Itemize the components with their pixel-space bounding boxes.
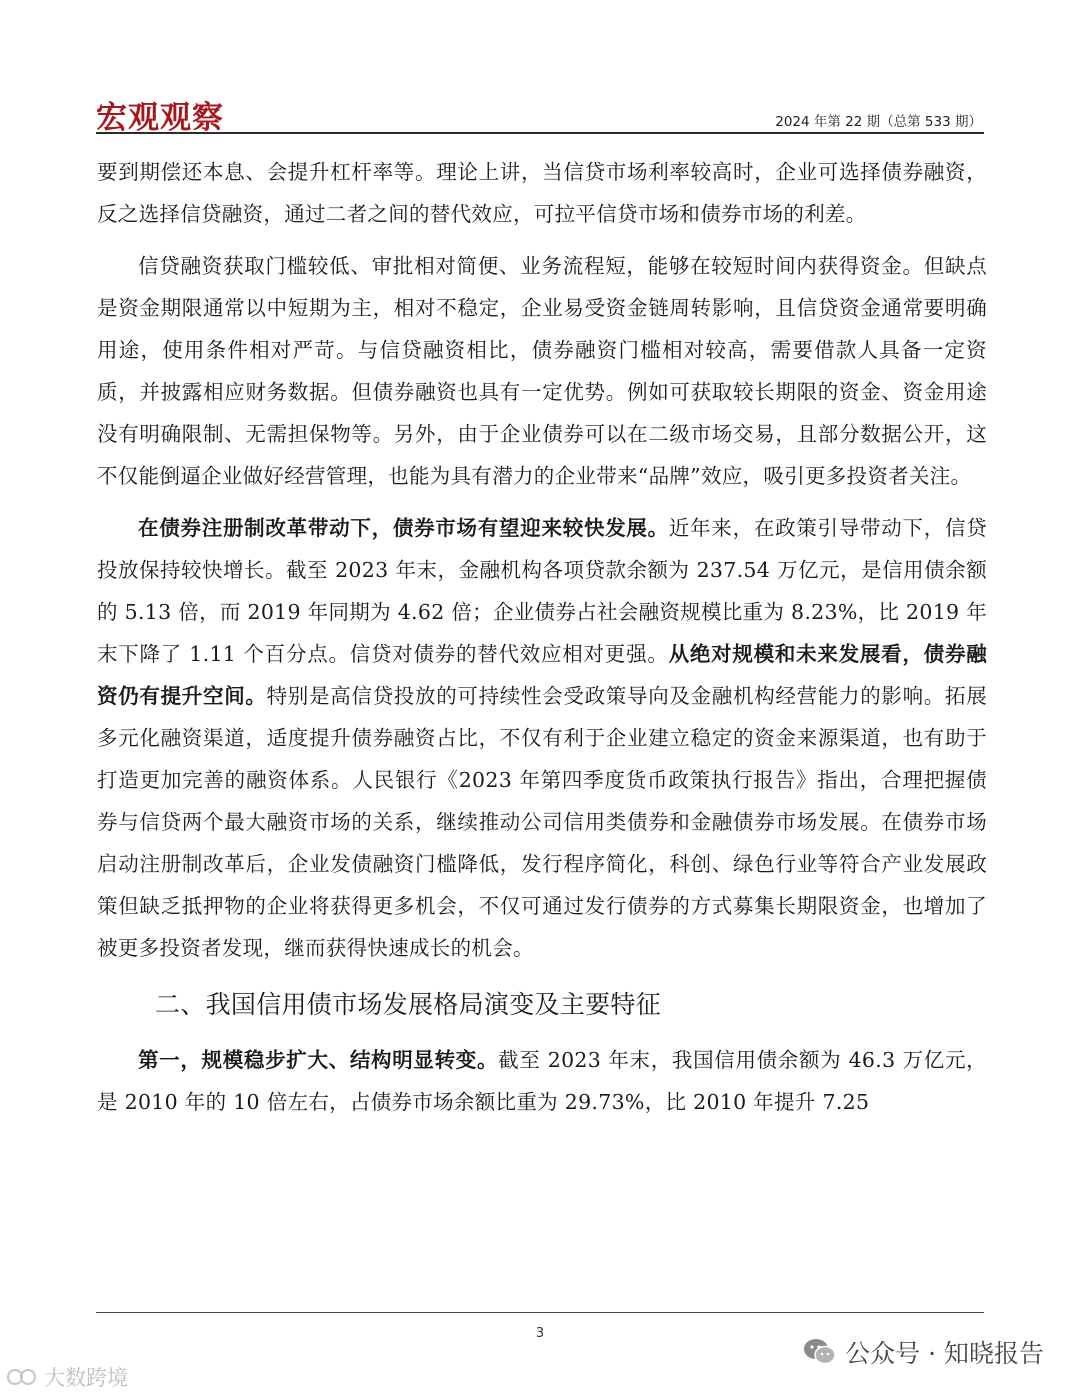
paragraph-scale-structure bbox=[97, 1039, 987, 1123]
key-point-bold: 从绝对规模和未来发展看，债券融资仍有提升空间。 bbox=[97, 642, 988, 708]
paragraph-continuation: 要到期偿还本息、会提升杠杆率等。理论上讲，当信贷市场利率较高时，企业可选择债券融资，反之选择信贷融资，通过二者之间的替代效应，可拉平信贷市场和债券市场的利差。 bbox=[97, 160, 987, 226]
page-header bbox=[96, 88, 984, 134]
footer-divider bbox=[96, 1312, 984, 1313]
issue-number: 2024 年第 22 期（总第 533 期） bbox=[775, 114, 982, 130]
paragraph-text: 特别是高信贷投放的可持续性会受政策导向及金融机构经营能力的影响。拓展多元化融资渠道，适度提升债券融资占比，不仅有利于企业建立稳定的资金来源渠道，也有助于打造更加完善的融资体系。人民银行《2023 年第四季度货币政策执行报告》指出，合理把握债券与信贷两个最大融资市场的关系，继续推动公司信用类债券和金融债券市场发展。在债券市场启动注册制改革后，企业发债融资门槛降低，发行程序简化，科创、绿色行业等符合产业发展政策但缺乏抵押物的企业将获得更多机会，不仅可通过发行债券的方式募集长期限资金，也增加了被更多投资者发现，继而获得快速成长的机会。 bbox=[97, 684, 987, 960]
wechat-attribution bbox=[803, 1334, 1044, 1370]
watermark-logo-icon bbox=[6, 1366, 40, 1388]
watermark bbox=[6, 1362, 128, 1392]
key-point-bold: 第一，规模稳步扩大、结构明显转变。 bbox=[138, 1048, 499, 1072]
publication-title: 宏观观察 bbox=[96, 100, 224, 136]
section-heading: 二、我国信用债市场发展格局演变及主要特征 bbox=[155, 990, 662, 1019]
paragraph-text: 截至 2023 年末，我国信用债余额为 46.3 万亿元，是 2010 年的 10 倍左右，占债券市场余额比重为 29.73%，比 2010 年提升 7.25 bbox=[97, 1048, 987, 1114]
watermark-text: 大数跨境 bbox=[44, 1366, 128, 1390]
page-number: 3 bbox=[535, 1326, 545, 1341]
paragraph-text: 近年来，在政策引导带动下，信贷投放保持较快增长。截至 2023 年末，金融机构各项贷款余额为 237.54 万亿元，是信用债余额的 5.13 倍，而 2019 年同期为 4.62 倍；企业债券占社会融资规模比重为 8.23%，比 2019 年末下降了 1.11 个百分点。信贷对债券的替代效应相对更强。 bbox=[97, 516, 988, 666]
article-body bbox=[97, 151, 987, 1123]
wechat-account-label: 公众号 · 知晓报告 bbox=[845, 1339, 1044, 1368]
paragraph-credit-vs-bond: 信贷融资获取门槛较低、审批相对简便、业务流程短，能够在较短时间内获得资金。但缺点是资金期限通常以中短期为主，相对不稳定，企业易受资金链周转影响，且信贷资金通常要明确用途，使用条件相对严苛。与信贷融资相比，债券融资门槛相对较高，需要借款人具备一定资质，并披露相应财务数据。但债券融资也具有一定优势。例如可获取较长期限的资金、资金用途没有明确限制、无需担保物等。另外，由于企业债券可以在二级市场交易，且部分数据公开，这不仅能倒逼企业做好经营管理，也能为具有潜力的企业带来“品牌”效应，吸引更多投资者关注。 bbox=[97, 254, 987, 488]
paragraph-registration-reform bbox=[97, 507, 987, 969]
wechat-icon bbox=[803, 1337, 837, 1367]
key-point-bold: 在债券注册制改革带动下，债券市场有望迎来较快发展。 bbox=[138, 516, 669, 540]
